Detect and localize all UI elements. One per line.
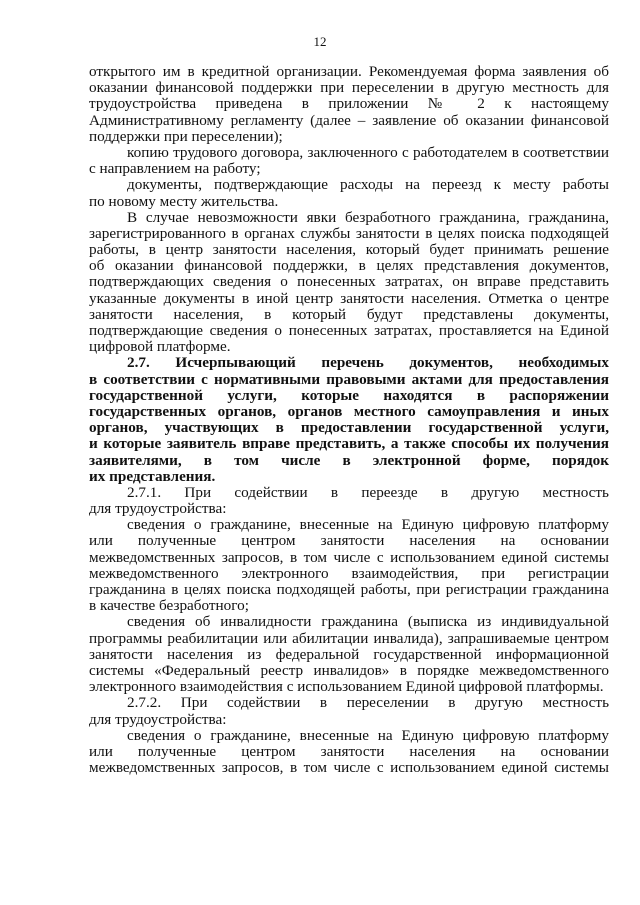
text-line: системы «Федеральный реестр инвалидов» в порядке межведомственного [89,662,609,679]
text-line: подтверждающих сведения о понесенных затратах, он вправе представить [89,274,609,291]
text-line: оказании финансовой поддержки при переселении в другую местность для [89,80,609,97]
heading-line: в соответствии с нормативными правовыми актами для предоставления [89,371,609,388]
text-line: межведомственного электронного взаимодействия, при регистрации [89,565,609,582]
text-line: межведомственных запросов, в том числе с использованием единой системы [89,760,609,777]
text-line: гражданина в целях поиска подходящей работы, при регистрации гражданина [89,582,609,598]
text-line: копию трудового договора, заключенного с работодателем в соответствии [127,144,609,161]
heading-line: и которые заявитель вправе представить, а также способы их получения [89,436,609,453]
heading-line: их представления. [89,468,216,485]
heading-line: 2.7. Исчерпывающий перечень документов, необходимых [127,355,609,372]
text-line: цифровой платформе. [89,339,231,356]
text-line: межведомственных запросов, в том числе с использованием единой системы [89,549,609,566]
text-line: сведения о гражданине, внесенные на Единую цифровую платформу [127,727,609,744]
text-line: сведения о гражданине, внесенные на Единую цифровую платформу [127,517,609,534]
text-line: работы, в центр занятости населения, который будет принимать решение [89,242,609,259]
text-line: для трудоустройства: [89,501,227,518]
text-line: занятости населения, в который будут представлены документы, [89,306,609,323]
text-line: открытого им в кредитной организации. Рекомендуемая форма заявления об [89,64,609,80]
text-line: сведения об инвалидности гражданина (выписка из индивидуальной [127,614,609,631]
text-line: 2.7.1. При содействии в переезде в другую местность [127,484,609,501]
document-body [89,64,609,776]
text-line: для трудоустройства: [89,711,227,728]
text-line: В случае невозможности явки безработного гражданина, гражданина, [127,209,609,226]
text-line: трудоустройства приведена в приложении № 2 к настоящему [89,96,609,113]
text-line: 2.7.2. При содействии в переселении в другую местность [127,695,609,712]
text-line: занятости населения из федеральной государственной информационной [89,646,609,663]
heading-line: заявителями, в том числе в электронной форме, порядок [89,452,609,469]
text-line: указанные документы в иной центр занятости населения. Отметка о центре [89,290,609,307]
text-line: зарегистрированного в органах службы занятости в целях поиска подходящей [89,225,609,242]
heading-line: государственной услуги, которые находятся в распоряжении [89,387,609,404]
page-number: 12 [313,34,327,49]
text-line: электронного взаимодействия с использованием Единой цифровой платформы. [89,679,604,696]
text-line: программы реабилитации или абилитации инвалида), запрашиваемые центром [89,630,609,647]
heading-line: органов, участвующих в предоставлении государственной услуги, [89,420,609,437]
text-line: поддержки при переселении); [89,128,283,145]
heading-line: государственных органов, органов местного самоуправления и иных [89,403,609,420]
text-line: документы, подтверждающие расходы на переезд к месту работы [127,177,609,194]
text-line: Административному регламенту (далее – заявление об оказании финансовой [89,112,609,129]
text-line: или полученные центром занятости населения на основании [89,743,609,760]
text-line: об оказании финансовой поддержки, в целях представления документов, [89,258,609,275]
text-line: или полученные центром занятости населения на основании [89,533,609,550]
text-line: в качестве безработного; [89,598,249,615]
text-line: подтверждающие сведения о понесенных затратах, проставляется на Единой [89,323,609,339]
text-line: с направлением на работу; [89,161,261,178]
text-line: по новому месту жительства. [89,193,279,210]
